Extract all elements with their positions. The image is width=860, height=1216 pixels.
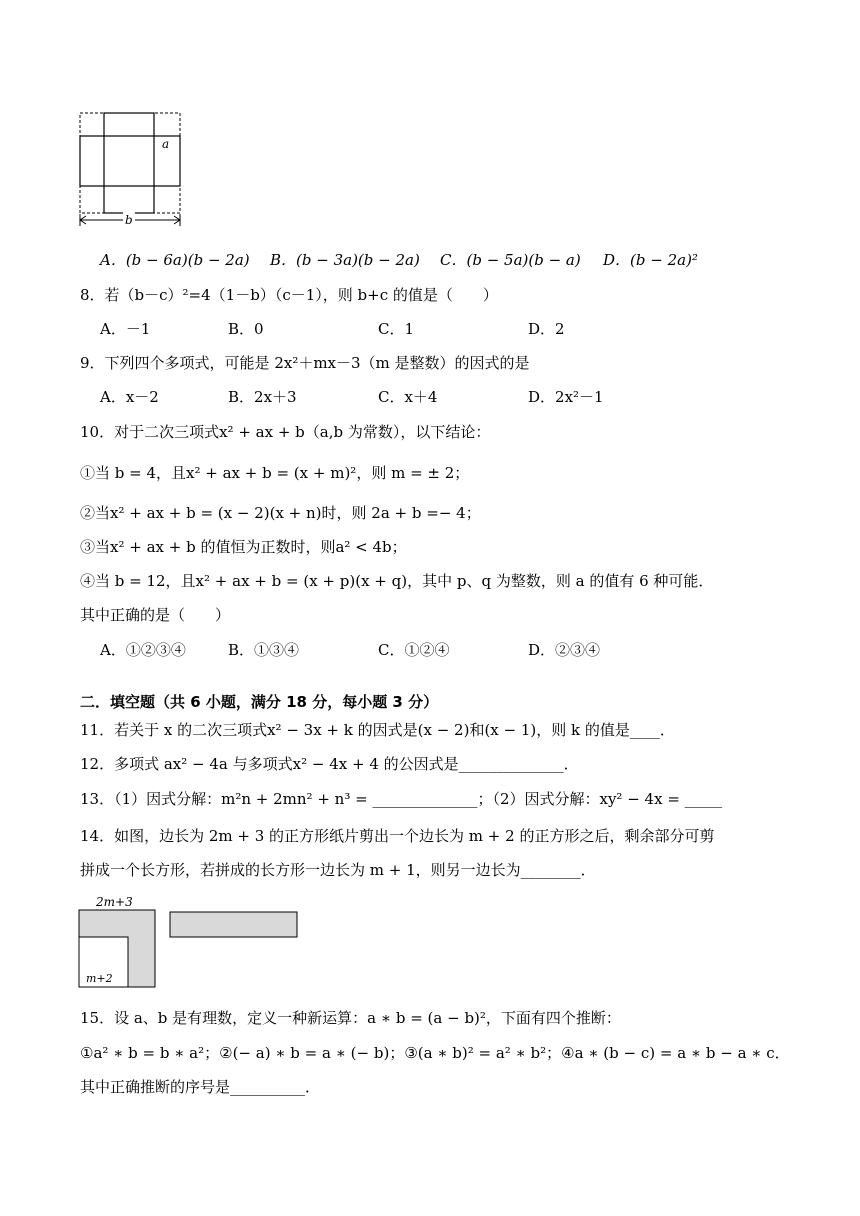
q14-figure xyxy=(76,892,306,992)
q9-option-d: D．2x²－1 xyxy=(528,388,604,406)
q10-prompt: 其中正确的是（ ） xyxy=(80,606,231,624)
q7-option-c: C．(b − 5a)(b − a) xyxy=(440,251,581,269)
q10-stem: 10．对于二次三项式x² + ax + b（a,b 为常数），以下结论： xyxy=(80,423,491,441)
q7-label-b: b xyxy=(125,213,133,227)
q10-statement-4: ④当 b = 12，且x² + ax + b = (x + p)(x + q)，其中 p、q 为整数，则 a 的值有 6 种可能． xyxy=(80,572,714,590)
section-heading: 二．填空题（共 6 小题，满分 18 分，每小题 3 分） xyxy=(80,693,439,711)
q15-line-2: ①a² ∗ b = b ∗ a²；②(− a) ∗ b = a ∗ (− b)；③(a ∗ b)² = a² ∗ b²；④a ∗ (b − c) = a ∗ b − a ∗ c． xyxy=(80,1044,790,1062)
q13: 13．（1）因式分解：m²n + 2mn² + n³ = ______________；（2）因式分解：xy² − 4x = _____ xyxy=(80,790,723,808)
q7-option-a: A．(b − 6a)(b − 2a) xyxy=(100,251,250,269)
q15-line-1: 15．设 a、b 是有理数，定义一种新运算：a ∗ b = (a − b)²，下面有四个推断： xyxy=(80,1009,621,1027)
q8-option-b: B．0 xyxy=(228,320,264,338)
q8-stem: 8．若（b－c）²=4（1－b）（c－1），则 b+c 的值是（ ） xyxy=(80,286,498,304)
q10-option-b: B．①③④ xyxy=(228,641,300,659)
q8-option-d: D．2 xyxy=(528,320,565,338)
q8-option-c: C．1 xyxy=(378,320,415,338)
q7-figure xyxy=(78,110,184,230)
q7-option-d: D．(b − 2a)² xyxy=(603,251,698,269)
q14-label-top: 2m+3 xyxy=(96,895,133,909)
q7-label-a: a xyxy=(162,137,170,151)
q12: 12．多项式 ax² − 4a 与多项式x² − 4x + 4 的公因式是______________． xyxy=(80,755,579,773)
q8-option-a: A．－1 xyxy=(100,320,151,338)
q10-option-a: A．①②③④ xyxy=(100,641,186,659)
q7-option-b: B．(b − 3a)(b − 2a) xyxy=(270,251,420,269)
q9-option-c: C．x＋4 xyxy=(378,388,438,406)
q14-line-2: 拼成一个长方形，若拼成的长方形一边长为 m + 1，则另一边长为________． xyxy=(80,861,596,879)
q14-line-1: 14．如图，边长为 2m + 3 的正方形纸片剪出一个边长为 m + 2 的正方形之后，剩余部分可剪 xyxy=(80,827,715,845)
q9-stem: 9．下列四个多项式，可能是 2x²＋mx－3（m 是整数）的因式的是 xyxy=(80,354,530,372)
q9-option-b: B．2x＋3 xyxy=(228,388,297,406)
q15-line-3: 其中正确推断的序号是__________． xyxy=(80,1078,321,1096)
q14-label-inner: m+2 xyxy=(86,972,113,985)
q10-option-d: D．②③④ xyxy=(528,641,601,659)
q9-option-a: A．x－2 xyxy=(100,388,159,406)
q11: 11．若关于 x 的二次三项式x² − 3x + k 的因式是(x − 2)和(x − 1)，则 k 的值是____． xyxy=(80,721,675,739)
q10-statement-3: ③当x² + ax + b 的值恒为正数时，则a² < 4b； xyxy=(80,538,407,556)
q10-statement-2: ②当x² + ax + b = (x − 2)(x + n)时，则 2a + b =− 4； xyxy=(80,504,481,522)
q10-statement-1: ①当 b = 4，且x² + ax + b = (x + m)²，则 m = ± 2； xyxy=(80,464,470,482)
q10-option-c: C．①②④ xyxy=(378,641,450,659)
